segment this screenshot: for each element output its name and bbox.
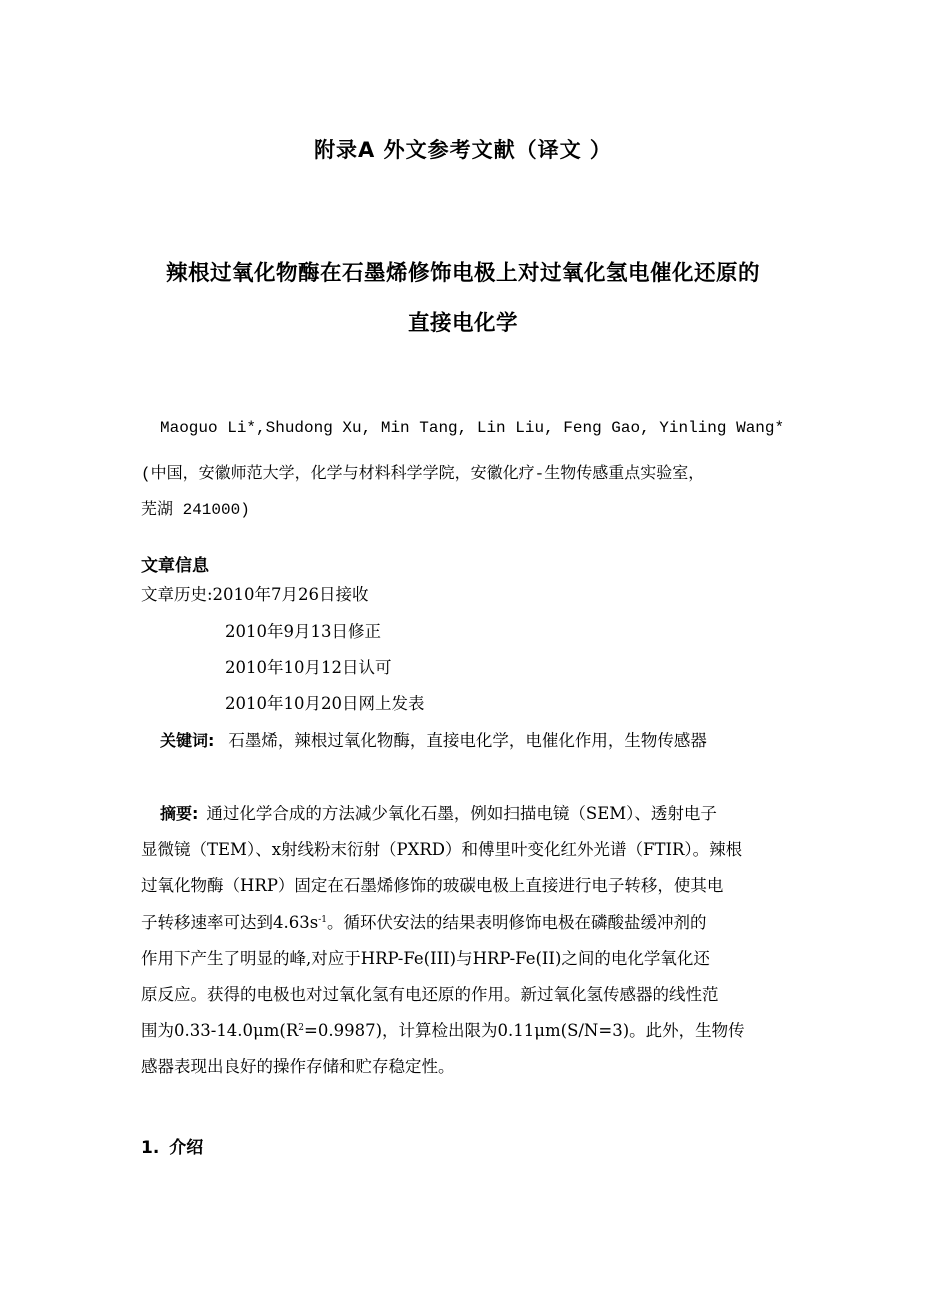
paper-title-line-1: 辣根过氧化物酶在石墨烯修饰电极上对过氧化氢电催化还原的: [165, 261, 760, 286]
appendix-heading: 附录A 外文参考文献（译文 ）: [314, 138, 612, 162]
abstract-line-text: 围为0.33-14.0μm(R: [141, 1021, 299, 1041]
paper-title-line-2: 直接电化学: [407, 311, 518, 336]
abstract-line: 感器表现出良好的操作存储和贮存稳定性。: [141, 1057, 455, 1077]
history-revised: 2010年9月13日修正: [225, 622, 381, 641]
abstract-line: 显微镜（TEM）、x射线粉末衍射（PXRD）和傅里叶变化红外光谱（FTIR）。辣根: [141, 840, 743, 860]
abstract-line: [141, 796, 791, 832]
history-online: 2010年10月20日网上发表: [225, 694, 425, 713]
affiliation-line-2: 芜湖 241000): [141, 501, 250, 519]
superscript: -1: [318, 914, 327, 925]
keywords-row: [160, 727, 707, 751]
abstract-line-text: =0.9987)，计算检出限为0.11μm(S/N=3)。此外，生物传: [304, 1021, 745, 1041]
author-list: Maoguo Li*,Shudong Xu, Min Tang, Lin Liu, Feng Gao, Yinling Wang*: [160, 419, 785, 437]
keywords-label: 关键词:: [160, 731, 215, 750]
abstract-line: [141, 1013, 791, 1049]
abstract-line: 过氧化物酶（HRP）固定在石墨烯修饰的玻碳电极上直接进行电子转移，使其电: [141, 876, 724, 896]
affiliation-line-1: (中国，安徽师范大学，化学与材料科学学院，安徽化疗-生物传感重点实验室，: [141, 465, 705, 483]
abstract-label: 摘要:: [160, 804, 199, 823]
history-accepted: 2010年10月12日认可: [225, 658, 392, 677]
abstract-line-text: 子转移速率可达到4.63s: [141, 912, 319, 932]
article-info-heading: 文章信息: [141, 556, 209, 576]
abstract-line: 原反应。获得的电极也对过氧化氢有电还原的作用。新过氧化氢传感器的线性范: [141, 984, 719, 1004]
section-title: 介绍: [169, 1138, 204, 1158]
abstract-paragraph: [141, 796, 791, 1086]
abstract-line-text: 通过化学合成的方法减少氧化石墨，例如扫描电镜（SEM）、透射电子: [206, 804, 717, 823]
abstract-line: 作用下产生了明显的峰,对应于HRP-Fe(III)与HRP-Fe(II)之间的电化学氧化还: [141, 948, 710, 968]
superscript: 2: [298, 1023, 305, 1034]
history-received: 文章历史:2010年7月26日接收: [141, 585, 369, 604]
abstract-line-text: 。循环伏安法的结果表明修饰电极在磷酸盐缓冲剂的: [327, 912, 707, 932]
abstract-line: [141, 905, 791, 941]
section-heading-introduction: [141, 1133, 203, 1158]
section-number: 1.: [141, 1138, 160, 1158]
keywords-text: 石墨烯，辣根过氧化物酶，直接电化学，电催化作用，生物传感器: [228, 731, 707, 750]
